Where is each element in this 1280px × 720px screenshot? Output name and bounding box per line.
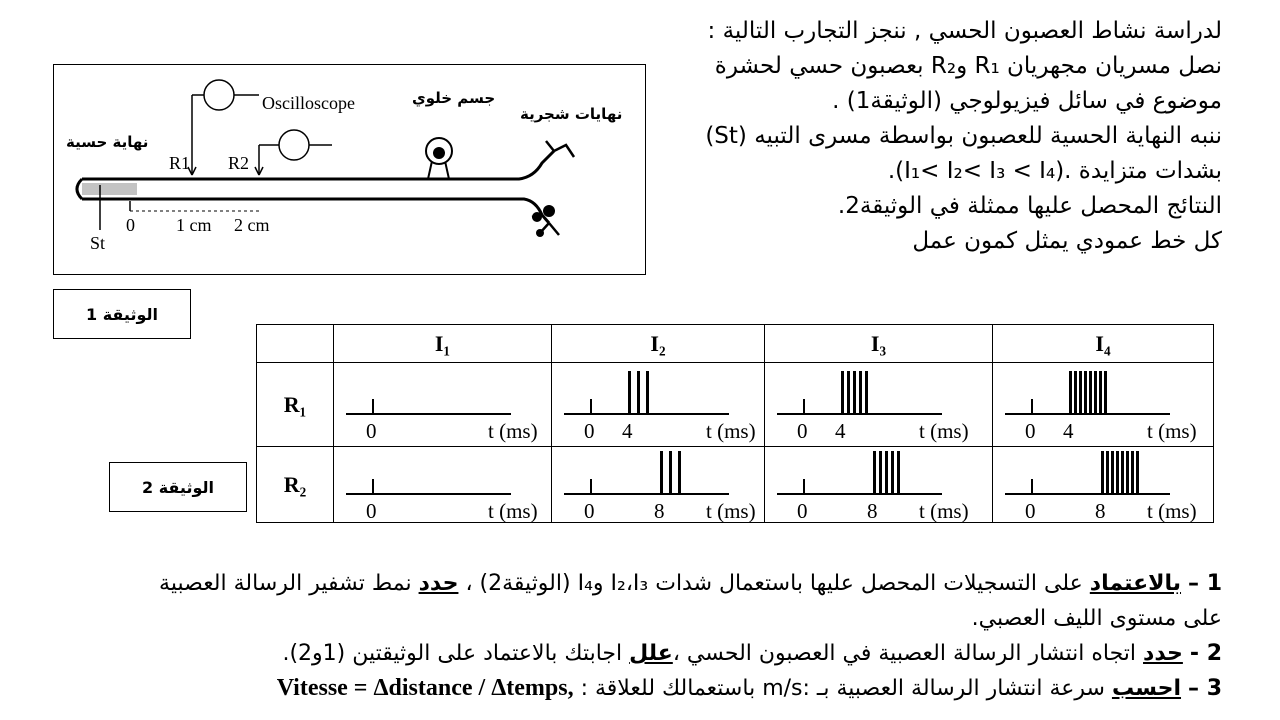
baseline	[564, 413, 729, 415]
stimulus-mark	[1031, 399, 1033, 413]
recording-cell	[765, 363, 993, 447]
zero-label: 0	[1025, 499, 1036, 523]
zero-label: 0	[797, 499, 808, 523]
intro-line-3: موضوع في سائل فيزيولوجي (الوثيقة1) .	[832, 88, 1222, 114]
action-potential-spike	[637, 371, 640, 413]
action-potential-spike	[1094, 371, 1097, 413]
time-axis-label: t (ms)	[706, 419, 756, 443]
action-potential-spike	[891, 451, 894, 493]
oscilloscope-label: Oscilloscope	[262, 93, 355, 113]
time-axis-label: t (ms)	[919, 419, 969, 443]
zero-label: 0	[584, 499, 595, 523]
header-i2: I₂	[552, 325, 765, 363]
time-mark-label: 8	[1095, 499, 1106, 523]
action-potential-spike	[897, 451, 900, 493]
neuron-diagram	[53, 64, 646, 275]
action-potential-spike	[879, 451, 882, 493]
scale-2cm: 2 cm	[234, 215, 270, 235]
table-corner	[257, 325, 334, 363]
action-potential-spike	[1121, 451, 1124, 493]
intro-text	[622, 14, 1222, 259]
time-axis-label: t (ms)	[488, 419, 538, 443]
row-label-r2: R₂	[257, 447, 334, 523]
sensory-end-label: نهاية حسية	[66, 133, 149, 151]
baseline	[564, 493, 729, 495]
velocity-formula: Vitesse = Δdistance / Δtemps,	[276, 675, 574, 701]
action-potential-spike	[1111, 451, 1114, 493]
stimulus-mark	[590, 399, 592, 413]
recording-cell	[552, 363, 765, 447]
header-i1: I₁	[334, 325, 552, 363]
time-mark-label: 8	[867, 499, 878, 523]
stimulus-mark	[590, 479, 592, 493]
baseline	[346, 493, 511, 495]
dendrites-label: نهايات شجرية	[520, 105, 623, 123]
time-axis-label: t (ms)	[488, 499, 538, 523]
action-potential-spike	[678, 451, 681, 493]
scale-0: 0	[126, 215, 135, 235]
intro-line-1: لدراسة نشاط العصبون الحسي , ننجز التجارب التالية :	[707, 18, 1222, 44]
stimulus-mark	[803, 479, 805, 493]
action-potential-spike	[853, 371, 856, 413]
baseline	[1005, 413, 1170, 415]
intro-line-4: ننبه النهاية الحسية للعصبون بواسطة مسرى التبيه (St)	[705, 123, 1222, 149]
action-potential-spike	[1104, 371, 1107, 413]
action-potential-spike	[885, 451, 888, 493]
action-potential-spike	[628, 371, 631, 413]
time-mark-label: 4	[1063, 419, 1074, 443]
action-potential-spike	[841, 371, 844, 413]
time-axis-label: t (ms)	[706, 499, 756, 523]
action-potential-spike	[1089, 371, 1092, 413]
header-i4: I₄	[993, 325, 1214, 363]
action-potential-spike	[1116, 451, 1119, 493]
recording-cell	[334, 447, 552, 523]
question-3: 3 – احسب سرعة انتشار الرسالة العصبية بـ :m/s باستعمالك للعلاقة : Vitesse = Δdistance / Δtemps,	[276, 675, 1222, 701]
st-label: St	[90, 233, 106, 253]
r2-label: R2	[228, 153, 250, 173]
question-1: 1 – بالاعتماد على التسجيلات المحصل عليها باستعمال شدات I₂،I₃ وI₄ (الوثيقة2) ، حدد نمط تشفير الرسالة العصبية	[159, 571, 1222, 596]
intro-line-2: نصل مسريان مجهريان R₁ وR₂ بعصبون حسي لحشرة	[714, 53, 1222, 79]
recordings-table	[256, 324, 1214, 523]
action-potential-spike	[646, 371, 649, 413]
stimulus-mark	[803, 399, 805, 413]
action-potential-spike	[669, 451, 672, 493]
action-potential-spike	[1074, 371, 1077, 413]
recording-cell	[334, 363, 552, 447]
action-potential-spike	[1099, 371, 1102, 413]
action-potential-spike	[859, 371, 862, 413]
recording-cell	[552, 447, 765, 523]
time-axis-label: t (ms)	[1147, 499, 1197, 523]
cell-body-label: جسم خلوي	[412, 89, 496, 107]
action-potential-spike	[1101, 451, 1104, 493]
action-potential-spike	[865, 371, 868, 413]
action-potential-spike	[873, 451, 876, 493]
baseline	[777, 413, 942, 415]
recording-cell	[765, 447, 993, 523]
recording-cell	[993, 363, 1214, 447]
action-potential-spike	[1069, 371, 1072, 413]
row-label-r1: R₁	[257, 363, 334, 447]
questions	[42, 566, 1222, 706]
action-potential-spike	[660, 451, 663, 493]
action-potential-spike	[1131, 451, 1134, 493]
header-i3: I₃	[765, 325, 993, 363]
time-mark-label: 4	[622, 419, 633, 443]
stimulus-mark	[372, 479, 374, 493]
intro-line-5: بشدات متزايدة .(I₁< I₂< I₃ < I₄).	[887, 158, 1222, 184]
baseline	[346, 413, 511, 415]
recording-cell	[993, 447, 1214, 523]
zero-label: 0	[1025, 419, 1036, 443]
question-2: 2 - حدد اتجاه انتشار الرسالة العصبية في العصبون الحسي ،علل اجابتك بالاعتماد على الوثيقتين (1و2).	[282, 641, 1222, 666]
question-1-line-2: على مستوى الليف العصبي.	[971, 606, 1222, 631]
action-potential-spike	[847, 371, 850, 413]
zero-label: 0	[584, 419, 595, 443]
action-potential-spike	[1079, 371, 1082, 413]
r1-label: R1	[169, 153, 191, 173]
time-axis-label: t (ms)	[1147, 419, 1197, 443]
zero-label: 0	[797, 419, 808, 443]
scale-1cm: 1 cm	[176, 215, 212, 235]
time-mark-label: 8	[654, 499, 665, 523]
action-potential-spike	[1126, 451, 1129, 493]
action-potential-spike	[1106, 451, 1109, 493]
stimulus-mark	[1031, 479, 1033, 493]
document-1-label: الوثيقة 1	[53, 289, 191, 339]
baseline	[1005, 493, 1170, 495]
zero-label: 0	[366, 419, 377, 443]
baseline	[777, 493, 942, 495]
intro-line-7: كل خط عمودي يمثل كمون عمل	[912, 228, 1222, 254]
time-axis-label: t (ms)	[919, 499, 969, 523]
time-mark-label: 4	[835, 419, 846, 443]
intro-line-6: النتائج المحصل عليها ممثلة في الوثيقة2.	[837, 193, 1222, 219]
action-potential-spike	[1136, 451, 1139, 493]
stimulus-mark	[372, 399, 374, 413]
action-potential-spike	[1084, 371, 1087, 413]
zero-label: 0	[366, 499, 377, 523]
document-2-label: الوثيقة 2	[109, 462, 247, 512]
